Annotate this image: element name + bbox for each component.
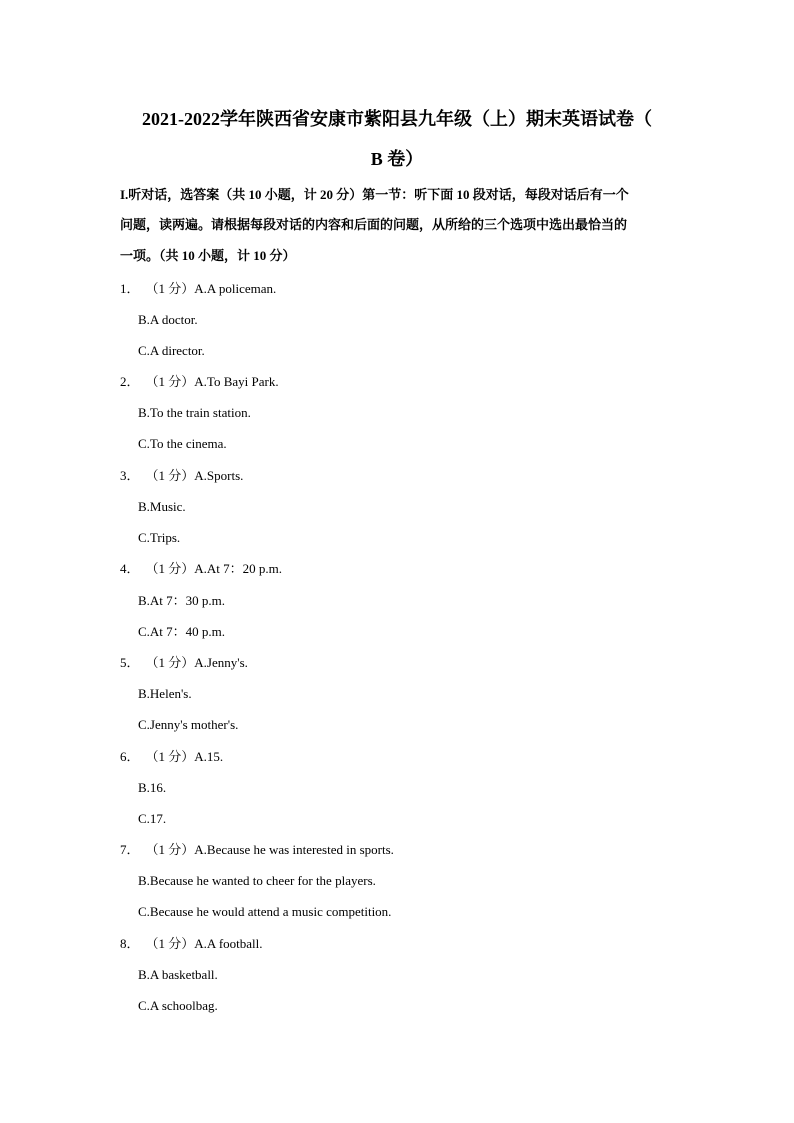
question-number: 5． — [120, 655, 140, 670]
option-a: A.15. — [194, 749, 224, 764]
question-score: （1 分） — [145, 561, 195, 576]
section-instruction-line-3: 一项。（共 10 小题，计 10 分） — [120, 248, 296, 263]
section-instruction-line-1: I.听对话，选答案（共 10 小题，计 20 分）第一节：听下面 10 段对话，每段对话后有一个 — [120, 187, 629, 202]
question-2-option-c: C.To the cinema. — [138, 436, 227, 451]
question-number: 2． — [120, 374, 140, 389]
question-score: （1 分） — [145, 281, 195, 296]
question-3 — [120, 466, 243, 486]
question-8-option-b: B.A basketball. — [138, 967, 218, 982]
question-2 — [120, 372, 279, 392]
question-8 — [120, 934, 263, 954]
question-7-option-c: C.Because he would attend a music competition. — [138, 904, 392, 919]
question-number: 4． — [120, 561, 140, 576]
question-2-option-b: B.To the train station. — [138, 405, 251, 420]
option-a: A.Because he was interested in sports. — [194, 842, 394, 857]
question-3-option-c: C.Trips. — [138, 530, 181, 545]
option-a: A.Sports. — [194, 468, 244, 483]
option-a: A.To Bayi Park. — [194, 374, 279, 389]
exam-title-line-1: 2021-2022学年陕西省安康市紫阳县九年级（上）期末英语试卷（ — [142, 109, 652, 129]
question-1 — [120, 279, 276, 299]
question-1-option-c: C.A director. — [138, 343, 205, 358]
question-4-option-b: B.At 7：30 p.m. — [138, 593, 226, 608]
option-a: A.Jenny's. — [194, 655, 248, 670]
question-score: （1 分） — [145, 374, 195, 389]
question-number: 7． — [120, 842, 140, 857]
question-score: （1 分） — [145, 936, 195, 951]
question-6-option-c: C.17. — [138, 811, 167, 826]
question-5-option-c: C.Jenny's mother's. — [138, 717, 239, 732]
question-number: 1． — [120, 281, 140, 296]
question-5 — [120, 653, 248, 673]
question-6-option-b: B.16. — [138, 780, 167, 795]
question-5-option-b: B.Helen's. — [138, 686, 192, 701]
question-score: （1 分） — [145, 468, 195, 483]
question-number: 8． — [120, 936, 140, 951]
question-4 — [120, 559, 282, 579]
question-8-option-c: C.A schoolbag. — [138, 998, 218, 1013]
question-7 — [120, 840, 394, 860]
section-instruction-line-2: 问题，读两遍。请根据每段对话的内容和后面的问题，从所给的三个选项中选出最恰当的 — [120, 217, 628, 232]
question-4-option-c: C.At 7：40 p.m. — [138, 624, 226, 639]
question-score: （1 分） — [145, 749, 195, 764]
question-number: 3． — [120, 468, 140, 483]
question-score: （1 分） — [145, 842, 195, 857]
question-7-option-b: B.Because he wanted to cheer for the players. — [138, 873, 376, 888]
question-3-option-b: B.Music. — [138, 499, 186, 514]
question-number: 6． — [120, 749, 140, 764]
exam-title-line-2: B 卷） — [370, 149, 424, 169]
question-1-option-b: B.A doctor. — [138, 312, 198, 327]
question-6 — [120, 747, 223, 767]
option-a: A.A football. — [194, 936, 263, 951]
option-a: A.A policeman. — [194, 281, 277, 296]
option-a: A.At 7：20 p.m. — [194, 561, 283, 576]
question-score: （1 分） — [145, 655, 195, 670]
